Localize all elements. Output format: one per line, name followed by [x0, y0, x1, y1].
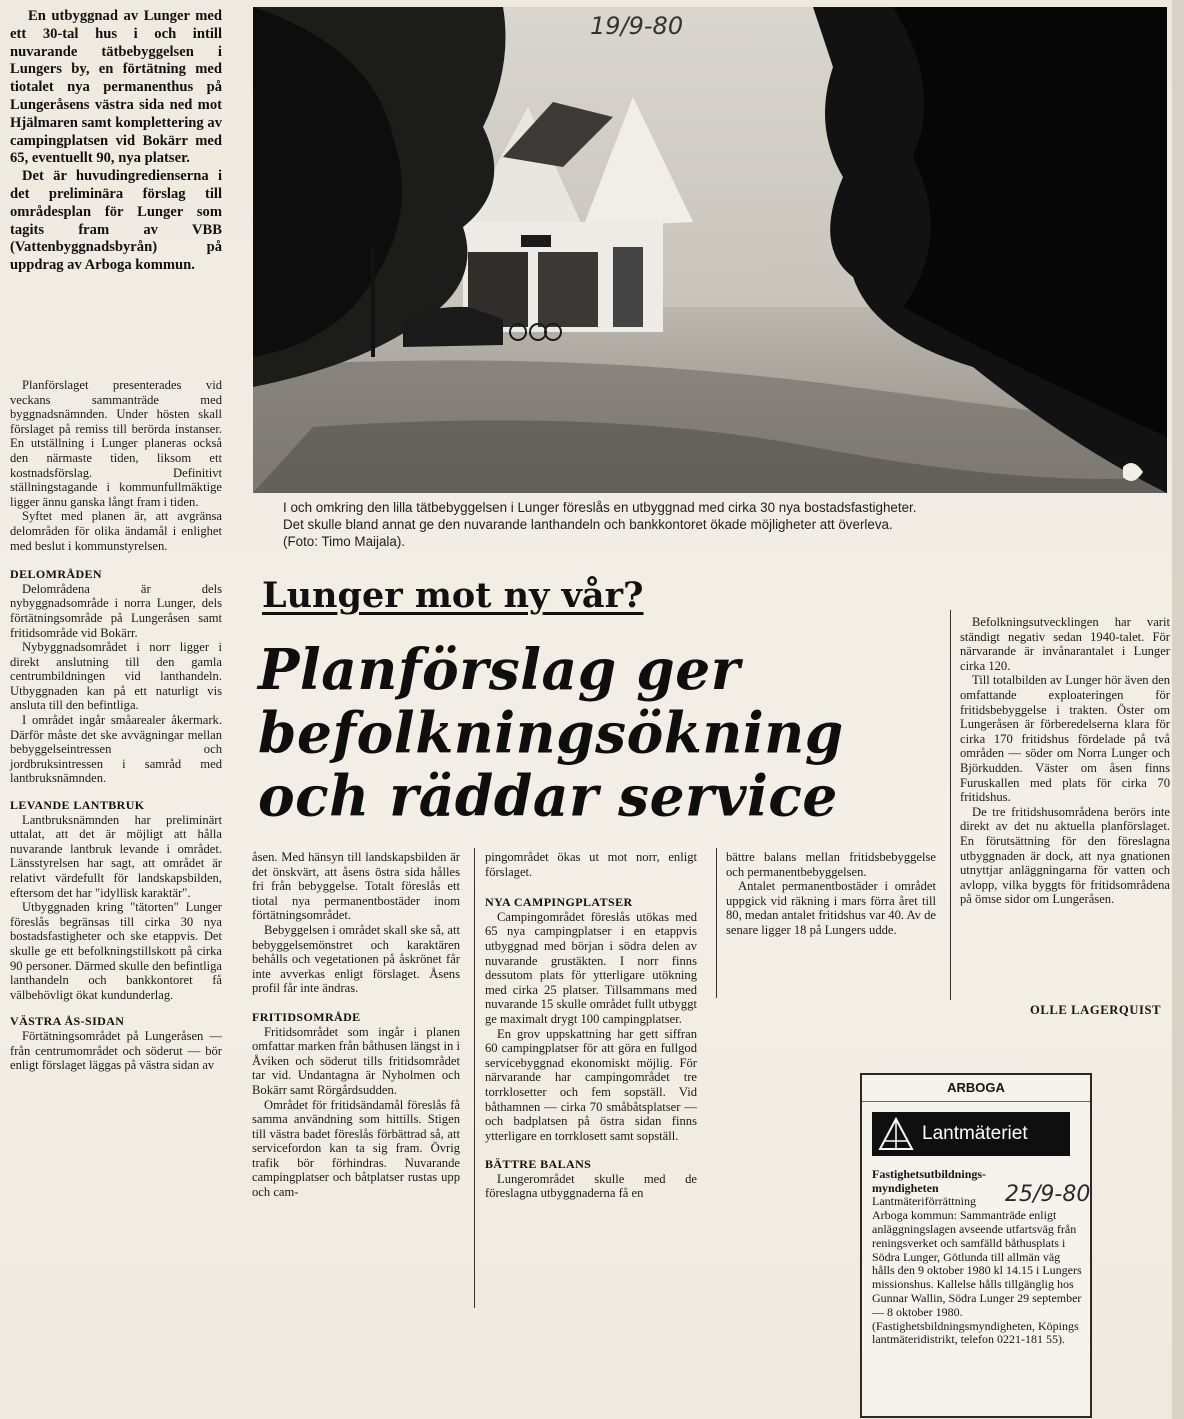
- subheading: NYA CAMPINGPLATSER: [485, 895, 633, 910]
- body-paragraph: Lungerområdet skulle med de föreslagna utbyggnaderna få en: [485, 1171, 697, 1201]
- article-column-4: [726, 850, 936, 938]
- body-paragraph: Området för fritidsändamål föreslås få samma användning som hittills. Stigen till västra badet föreslås förbättrad så, att servicefordon kan ta sig fram. Övrig trafik bör förhindras. Nuvarande campingplatser och båtplatser rustas upp och cam-: [252, 1097, 460, 1200]
- subheading: FRITIDSOMRÅDE: [252, 1009, 361, 1024]
- body-paragraph: Lantbruksnämnden har preliminärt uttalat, att det är möjligt att hålla nuvarande lantbruk levande i området. Länsstyrelsen har sagt, att området är relativt värdefullt för landskapsbilden, eftersom det har "idyllisk karaktär".: [10, 812, 222, 900]
- main-headline: [258, 638, 948, 828]
- body-paragraph: bättre balans mellan fritidsbebyggelse och permanentbebyggelsen.: [726, 850, 936, 879]
- subheading: LEVANDE LANTBRUK: [10, 798, 145, 813]
- body-paragraph: Planförslaget presenterades vid veckans sammanträde med byggnadsnämnden. Under hösten skall förslaget på remiss till berörda instanser. En utställning i Lunger planeras också den närmaste tiden, liksom ett kostnadsförslag. Definitivt ställningstagande i kommunfullmäktige ligger ännu ganska långt fram i tiden.: [10, 378, 222, 509]
- lantmateriet-brand: Lantmäteriet: [922, 1122, 1028, 1144]
- body-paragraph: Antalet permanentbostäder i området uppgick vid räkning i mars förra året till 80, medan antalet fritidshus var 40. Av de senare ligger 18 på Lungers udde.: [726, 879, 936, 937]
- body-paragraph: Till totalbilden av Lunger hör även den omfattande exploateringen för fritidsbebyggelse i trakten. Öster om Lungeråsen är förberedelserna klara för cirka 170 fritidshus fördelade på två områden — söder om Norra Lunger och Björkudden. Väster om åsen finns Furuskallen med plats för cirka 70 fritidshus.: [960, 673, 1170, 805]
- body-paragraph: Utbyggnaden kring "tätorten" Lunger föreslås begränsas till cirka 30 nya bostadsfastigheter och ske etappvis. Det skulle ge ett befolkningstillskott på cirka 90 personer. Därmed skulle den befintliga lanthandeln och bankkontoret få välbehövligt ökat kundunderlag.: [10, 900, 222, 1002]
- notice-title: Fastighetsutbildnings-myndigheten: [872, 1166, 987, 1195]
- notice-region: ARBOGA: [862, 1075, 1090, 1102]
- handwritten-date: 19/9-80: [590, 12, 684, 40]
- body-paragraph: åsen. Med hänsyn till landskapsbilden är det önskvärt, att åsens östra sida hålles fri från bebyggelse. Totalt föreslås ett tiotal nya permanentbostäder inom förtätningsområdet.: [252, 850, 460, 923]
- column-divider: [716, 848, 717, 998]
- kicker-headline: Lunger mot ny vår?: [262, 575, 644, 616]
- handwritten-date: 25/9-80: [1005, 1182, 1091, 1207]
- photo-caption: I och omkring den lilla tätbebyggelsen i Lunger föreslås en utbyggnad med cirka 30 nya bostadsfastigheter. Det skulle bland annat ge den nuvarande lanthandeln och bankkontoret ökade möjligheter att överleva. (Foto: Timo Maijala).: [283, 500, 917, 549]
- photo-illustration: [253, 7, 1167, 493]
- body-paragraph: Bebyggelsen i området skall ske så, att bebyggelsemönstret och karaktären behålls och vegetationen på åskrönet får inte avverkas enligt förslaget. Åsens profil får inte ändras.: [252, 922, 460, 996]
- article-column-3: [485, 850, 697, 1201]
- body-paragraph: Fritidsområdet som ingår i planen omfattar marken från båthusen längst in i Åviken och söderut tills fritidsområdet tar vid. Undantagna är Nyholmen och Bokärr samt Rörgårdsudden.: [252, 1024, 460, 1097]
- notice-footer: (Fastighetsbildningsmyndigheten, Köpings lantmäteridistrikt, telefon 0221-181 55).: [872, 1318, 1079, 1347]
- notice-subtitle: Lantmäteriförrättning: [872, 1194, 976, 1209]
- lead-paragraph: En utbyggnad av Lunger med ett 30-tal hus i och intill nuvarande tätbebyggelsen i Lungers by, en förtätning med tiotalet nya permanenthus på Lungeråsens västra sida ned mot Hjälmaren samt komplettering av campingplatsen vid Bokärr med 65, eventuellt 90, nya platser.: [10, 8, 222, 167]
- byline: OLLE LAGERQUIST: [1030, 1003, 1162, 1017]
- article-column-2: [252, 850, 460, 1200]
- news-photo-lunger-village: [253, 7, 1167, 493]
- body-paragraph: Befolkningsutvecklingen har varit ständigt negativ sedan 1940-talet. För närvarande är invånarantalet i Lunger cirka 120.: [960, 615, 1170, 673]
- article-column-5: [960, 615, 1170, 907]
- subheading: BÄTTRE BALANS: [485, 1157, 592, 1172]
- headline-line: Planförslag ger: [258, 636, 741, 703]
- body-paragraph: pingområdet ökas ut mot norr, enligt förslaget.: [485, 850, 697, 879]
- subheading: DELOMRÅDEN: [10, 567, 103, 582]
- headline-line: befolkningsökning: [258, 699, 844, 766]
- article-column-1: [10, 378, 222, 1073]
- lead-paragraphs: [10, 8, 222, 275]
- body-paragraph: Nybyggnadsområdet i norr ligger i direkt anslutning till den gamla centrumbildningen vid lanthandeln. Utbyggnaden kan på ett naturligt vis ansluta till den befintliga.: [10, 640, 222, 713]
- lantmateriet-notice: [860, 1073, 1092, 1418]
- lantmateriet-triangle-icon: [878, 1117, 914, 1151]
- pole: [371, 247, 375, 357]
- body-paragraph: Delområdena är dels nybyggnadsområde i norra Lunger, dels förtätningsområde på Lungeråsen samt fritidsområde vid Bokärr.: [10, 581, 222, 640]
- column-divider: [474, 848, 475, 1308]
- body-paragraph: Förtätningsområdet på Lungeråsen — från centrumområdet och söderut — bör enligt förslaget läggas på västra sidan av: [10, 1028, 222, 1073]
- lantmateriet-logo: [872, 1112, 1070, 1156]
- body-paragraph: Syftet med planen är, att avgränsa delområden för olika ändamål i enlighet med beslut i kommunstyrelsen.: [10, 509, 222, 553]
- body-paragraph: Campingområdet föreslås utökas med 65 nya campingplatser i en etappvis utbyggnad med början i södra delen av nuvarande grustäkten. I norr finns dessutom plats för ytterligare utökning med cirka 25 platser. Tillsammans med nuvarande 15 skulle området fullt utbyggt ge maximalt drygt 100 campingplatser.: [485, 909, 697, 1026]
- lead-paragraph: Det är huvudingredienserna i det preliminära förslag till områdesplan för Lunger som tagits fram av VBB (Vattenbyggnadsbyrån) på uppdrag av Arboga kommun.: [10, 168, 222, 274]
- body-paragraph: I området ingår småarealer åkermark. Därför måste det ske avvägningar mellan bebyggelseintressen och jordbruksintressen i samråd med lantbruksnämnden.: [10, 713, 222, 786]
- body-paragraph: En grov uppskattning har gett siffran 60 campingplatser för att göra en fullgod servicebyggnad ekonomiskt möjlig. För närvarande har campingområdet tre torrklosetter och fem sopställ. Vid båthamnen — cirka 70 småbåtsplatser — och badplatsen på östra sidan finns ytterligare en torrklosett samt sopställ.: [485, 1026, 697, 1143]
- paper-edge-strip: [1172, 0, 1184, 1419]
- notice-text: Arboga kommun: Sammanträde enligt anläggningslagen avseende utfartsväg från reningsverket och samfälld båthusplats i Södra Lunger, Götlunda till allmän väg hålls den 9 oktober 1980 kl 14.15 i Lungers missionshus. Kallelse hålls tillgänglig hos Gunnar Wallin, Södra Lunger 29 september — 8 oktober 1980.: [872, 1208, 1082, 1319]
- body-paragraph: De tre fritidshusområdena berörs inte direkt av det nu aktuella planförslaget. En förutsättning för den föreslagna utbyggnaden är dock, att nya gnationen utnyttjar anläggningarna för vatten och avlopp, vilka byggts för fritidsområdena på ömse sidor om Lungeråsen.: [960, 804, 1170, 907]
- column-divider: [950, 610, 951, 1000]
- subheading: VÄSTRA ÅS-SIDAN: [10, 1014, 125, 1029]
- headline-line: och räddar service: [258, 762, 838, 829]
